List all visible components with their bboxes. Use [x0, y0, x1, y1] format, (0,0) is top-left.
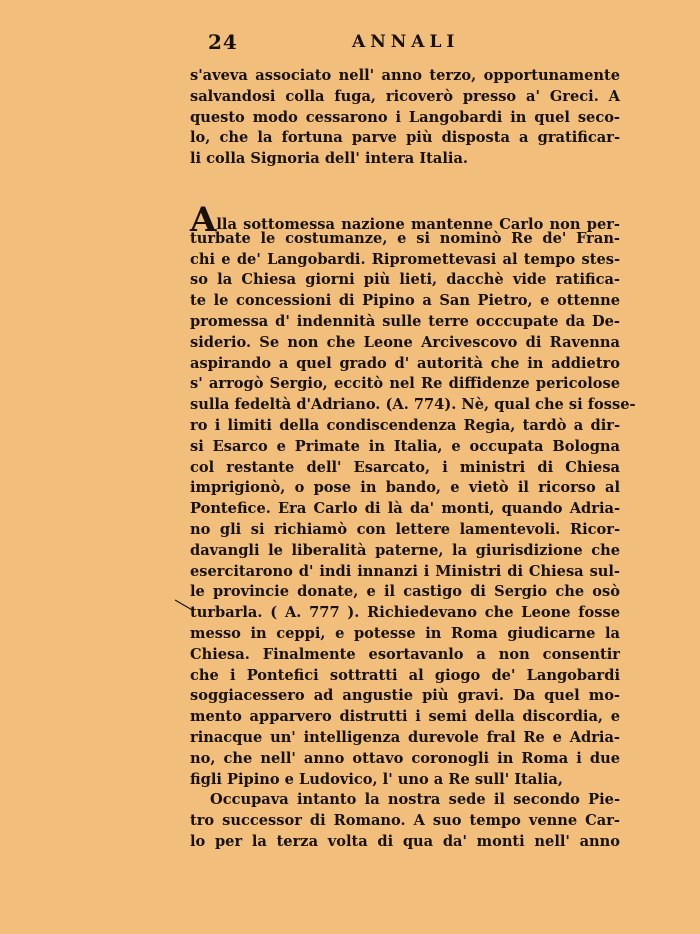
text-line: promessa d' indennità sulle terre occcupate da De- — [190, 312, 620, 330]
paragraph-continuation — [190, 66, 620, 170]
text-line: turbarla. ( A. 777 ). Richiedevano che Leone fosse — [190, 604, 620, 622]
margin-stroke-mark — [174, 599, 196, 613]
text-line: Pontefice. Era Carlo di là da' monti, quando Adria- — [190, 500, 620, 518]
text-line: siderio. Se non che Leone Arcivescovo di Ravenna — [190, 333, 620, 351]
text-line: so la Chiesa giorni più lieti, dacchè vide ratifica- — [190, 271, 620, 289]
text-line: che i Pontefici sottratti al giogo de' Langobardi — [190, 666, 620, 684]
text-line: mento apparvero distrutti i semi della discordia, e — [190, 708, 620, 726]
text-line: imprigionò, o pose in bando, e vietò il ricorso al — [190, 479, 620, 497]
initial-capital: A — [190, 200, 217, 240]
text-line: sulla fedeltà d'Adriano. (A. 774). Nè, qual che si fosse- — [190, 396, 636, 414]
text-line: esercitarono d' indi innanzi i Ministri di Chiesa sul- — [190, 562, 620, 580]
text-line: no, che nell' anno ottavo coronogli in Roma i due — [190, 749, 620, 767]
text-line: lo, che la fortuna parve più disposta a gratificar- — [190, 129, 620, 147]
text-line: le provincie donate, e il castigo di Sergio che osò — [190, 583, 620, 601]
text-line: rinacque un' intelligenza durevole fral Re e Adria- — [190, 728, 620, 746]
text-line: messo in ceppi, e potesse in Roma giudicarne la — [190, 624, 620, 642]
first-line-text: lla sottomessa nazione mantenne Carlo non per- — [216, 216, 620, 233]
page-number: 24 — [208, 30, 238, 54]
paragraph-main — [190, 200, 636, 853]
text-line: Chiesa. Finalmente esortavanlo a non consentir — [190, 645, 620, 663]
text-line: Occupava intanto la nostra sede il secondo Pie- — [210, 791, 620, 809]
text-line: salvandosi colla fuga, ricoverò presso a' Greci. A — [190, 87, 620, 105]
running-head — [0, 30, 700, 56]
text-line: aspirando a quel grado d' autorità che in addietro — [190, 354, 620, 372]
text-line: ro i limiti della condiscendenza Regia, tardò a dir- — [190, 416, 620, 434]
text-line: te le concessioni di Pipino a San Pietro, e ottenne — [190, 292, 620, 310]
text-line: s' arrogò Sergio, eccitò nel Re diffidenze pericolose — [190, 375, 620, 393]
text-line: questo modo cessarono i Langobardi in quel seco- — [190, 108, 620, 126]
text-line: si Esarco e Primate in Italia, e occupata Bologna — [190, 437, 620, 455]
text-line: s'aveva associato nell' anno terzo, opportunamente — [190, 67, 620, 84]
text-line: li colla Signoria dell' intera Italia. — [190, 150, 468, 168]
running-title: ANNALI — [352, 32, 460, 52]
text-line: lo per la terza volta di qua da' monti nell' anno — [190, 832, 620, 850]
text-line: tro successor di Romano. A suo tempo venne Car- — [190, 812, 620, 830]
text-line: davangli le liberalità paterne, la giurisdizione che — [190, 541, 620, 559]
text-line: col restante dell' Esarcato, i ministri di Chiesa — [190, 458, 620, 476]
text-line: chi e de' Langobardi. Ripromettevasi al tempo stes- — [190, 250, 620, 268]
text-line: figli Pipino e Ludovico, l' uno a Re sull' Italia, — [190, 770, 563, 788]
text-line: soggiacessero ad angustie più gravi. Da quel mo- — [190, 687, 620, 705]
text-line: turbate le costumanze, e si nominò Re de' Fran- — [190, 229, 620, 247]
text-line: no gli si richiamò con lettere lamentevoli. Ricor- — [190, 520, 620, 538]
